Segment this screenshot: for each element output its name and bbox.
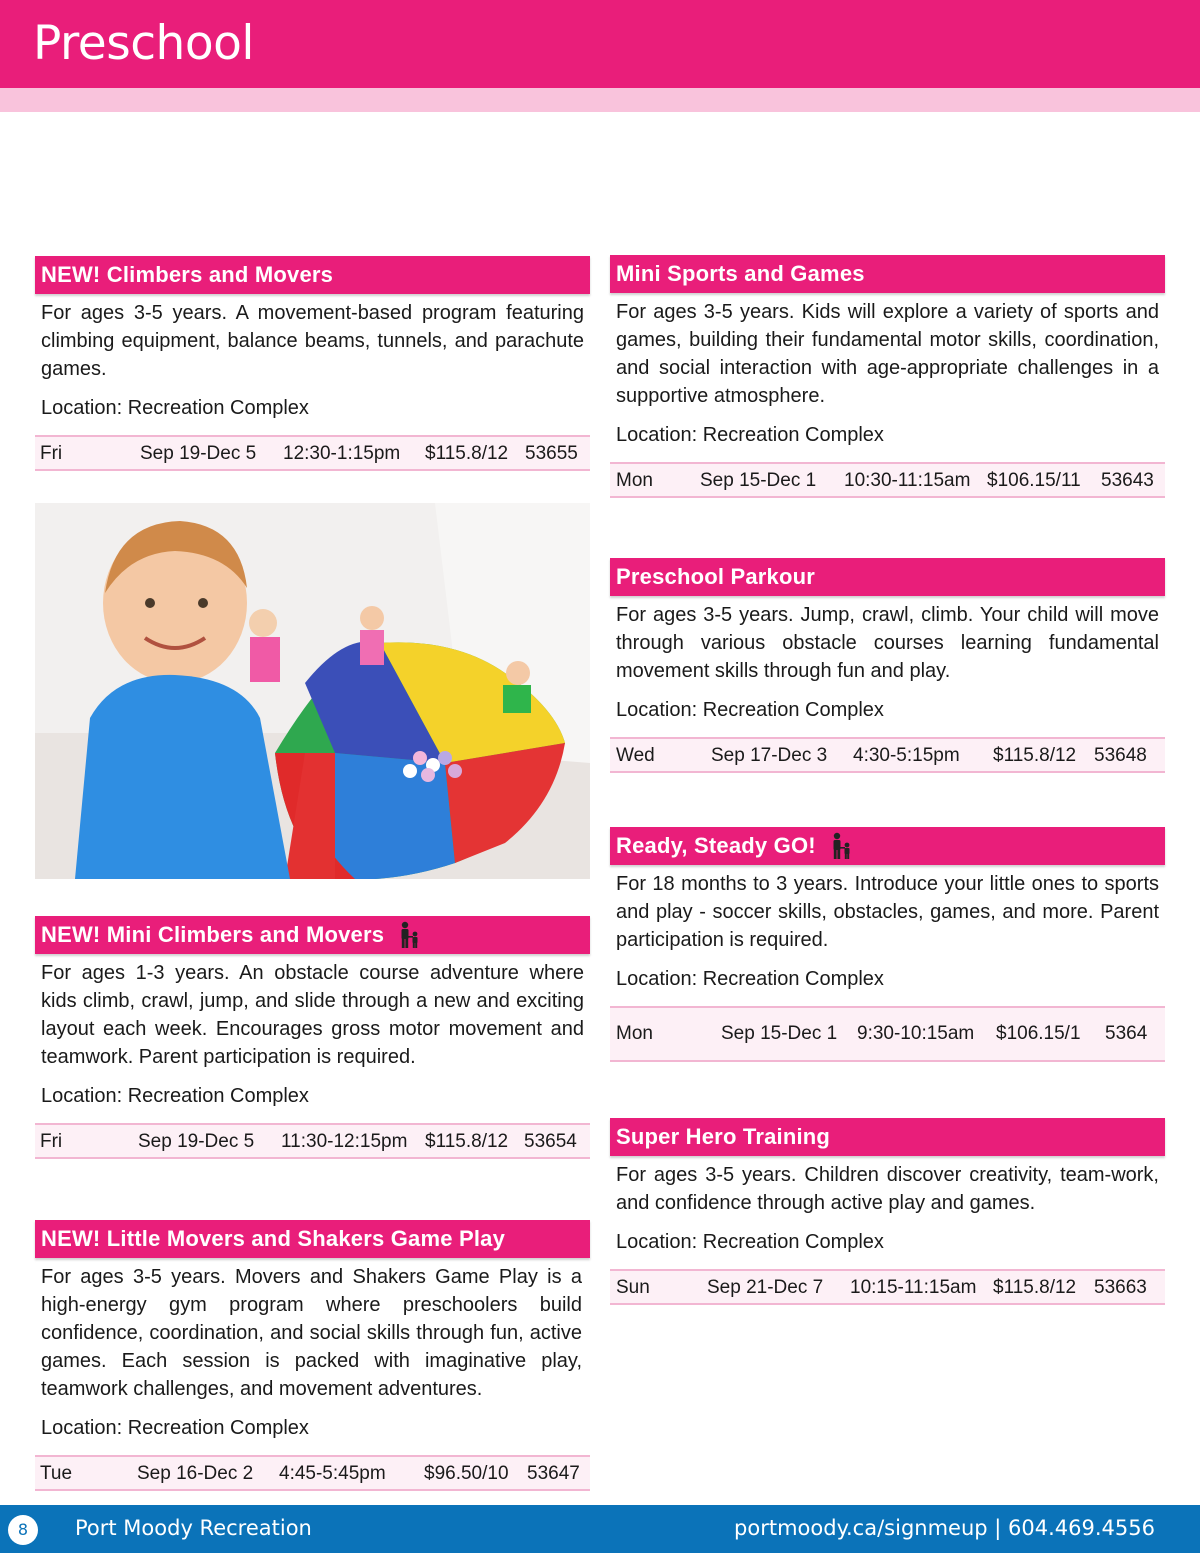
- program-card-mini-climbers-and-movers: [35, 916, 590, 1159]
- schedule-row: [610, 462, 1165, 498]
- program-description: For 18 months to 3 years. Introduce your little ones to sports and play - soccer skills, obstacles, games, and more. Parent participation is required.: [616, 873, 1159, 951]
- schedule-code: 53655: [525, 443, 578, 464]
- program-title: Mini Sports and Games: [616, 261, 865, 286]
- schedule-dates: Sep 15-Dec 1: [700, 470, 817, 491]
- schedule-dates: Sep 19-Dec 5: [140, 443, 257, 464]
- program-title: Super Hero Training: [616, 1124, 831, 1149]
- schedule-time: 10:15-11:15am: [850, 1277, 977, 1298]
- program-header: [35, 1220, 590, 1258]
- schedule-fee: $96.50/10: [424, 1463, 509, 1484]
- schedule-dates: Sep 19-Dec 5: [138, 1131, 255, 1152]
- program-card-mini-sports-and-games: [610, 255, 1165, 498]
- schedule-dates: Sep 15-Dec 1: [721, 1023, 838, 1044]
- program-location: Location: Recreation Complex: [41, 1085, 309, 1107]
- footer-bar: [0, 1505, 1200, 1553]
- children-parachute-photo: [35, 503, 590, 879]
- program-title: NEW! Little Movers and Shakers Game Play: [41, 1226, 506, 1251]
- program-description: For ages 3-5 years. A movement-based program featuring climbing equipment, balance beams, tunnels, and parachute games.: [41, 302, 584, 380]
- schedule-day: Wed: [616, 745, 655, 766]
- program-header: [610, 255, 1165, 293]
- schedule-fee: $115.8/12: [425, 1131, 509, 1152]
- program-title: NEW! Climbers and Movers: [41, 262, 334, 287]
- schedule-row: [35, 1455, 590, 1491]
- schedule-row: [610, 737, 1165, 773]
- program-location: Location: Recreation Complex: [616, 1231, 884, 1253]
- header-strip: [0, 88, 1200, 112]
- schedule-dates: Sep 21-Dec 7: [707, 1277, 824, 1298]
- program-header: [35, 916, 590, 954]
- program-description: For ages 1-3 years. An obstacle course adventure where kids climb, crawl, jump, and slide through a new and exciting layout each week. Encourages gross motor movement and teamwork. Parent participation is required.: [41, 962, 584, 1068]
- program-description: For ages 3-5 years. Jump, crawl, climb. Your child will move through various obstacle courses learning fundamental movement skills through fun and play.: [616, 604, 1159, 682]
- program-card-little-movers-and-shakers: [35, 1220, 590, 1491]
- footer-organization: Port Moody Recreation: [75, 1516, 312, 1540]
- schedule-day: Tue: [40, 1463, 73, 1484]
- schedule-fee: $115.8/12: [993, 1277, 1077, 1298]
- program-location: Location: Recreation Complex: [41, 397, 309, 419]
- program-card-preschool-parkour: [610, 558, 1165, 773]
- program-description: For ages 3-5 years. Kids will explore a variety of sports and games, building their fundamental motor skills, coordination, and social interaction with age-appropriate challenges in a supportive atmosphere.: [616, 301, 1159, 407]
- program-header: [610, 827, 1165, 865]
- program-card-super-hero-training: [610, 1118, 1165, 1305]
- schedule-code: 5364: [1105, 1023, 1148, 1044]
- schedule-code: 53654: [524, 1131, 577, 1152]
- schedule-dates: Sep 17-Dec 3: [711, 745, 828, 766]
- schedule-fee: $106.15/1: [996, 1023, 1081, 1044]
- parent-child-icon: [398, 921, 422, 949]
- schedule-row: [35, 435, 590, 471]
- page-number: 8: [8, 1515, 38, 1545]
- schedule-dates: Sep 16-Dec 2: [137, 1463, 254, 1484]
- schedule-time: 12:30-1:15pm: [283, 443, 401, 464]
- schedule-code: 53648: [1094, 745, 1147, 766]
- schedule-day: Sun: [616, 1277, 650, 1298]
- page-title: Preschool: [33, 16, 254, 71]
- schedule-time: 10:30-11:15am: [844, 470, 971, 491]
- program-title: NEW! Mini Climbers and Movers: [41, 922, 385, 947]
- schedule-day: Fri: [40, 443, 63, 464]
- program-card-ready-steady-go: [610, 827, 1165, 1062]
- parent-child-icon: [830, 832, 854, 860]
- schedule-row: [610, 1269, 1165, 1305]
- schedule-fee: $115.8/12: [425, 443, 509, 464]
- program-location: Location: Recreation Complex: [41, 1417, 309, 1439]
- schedule-code: 53647: [527, 1463, 580, 1484]
- schedule-code: 53663: [1094, 1277, 1147, 1298]
- program-description: For ages 3-5 years. Movers and Shakers Game Play is a high-energy gym program where preschoolers build confidence, coordination, and social skills through fun, active games. Each session is packed with imaginative play, teamwork challenges, and movement adventures.: [41, 1266, 582, 1400]
- schedule-code: 53643: [1101, 470, 1154, 491]
- schedule-row: [35, 1123, 590, 1159]
- schedule-day: Mon: [616, 1023, 653, 1044]
- schedule-time: 4:30-5:15pm: [853, 745, 960, 766]
- program-location: Location: Recreation Complex: [616, 424, 884, 446]
- schedule-fee: $115.8/12: [993, 745, 1077, 766]
- schedule-day: Mon: [616, 470, 653, 491]
- program-description: For ages 3-5 years. Children discover creativity, team-work, and confidence through active play and games.: [616, 1164, 1159, 1214]
- schedule-time: 9:30-10:15am: [857, 1023, 975, 1044]
- program-location: Location: Recreation Complex: [616, 699, 884, 721]
- program-title: Ready, Steady GO!: [616, 833, 816, 858]
- program-header: [610, 558, 1165, 596]
- program-header: [35, 256, 590, 294]
- schedule-time: 4:45-5:45pm: [279, 1463, 386, 1484]
- program-card-climbers-and-movers: [35, 256, 590, 471]
- program-location: Location: Recreation Complex: [616, 968, 884, 990]
- schedule-fee: $106.15/11: [987, 470, 1081, 491]
- schedule-day: Fri: [40, 1131, 63, 1152]
- schedule-row: [610, 1006, 1165, 1062]
- program-header: [610, 1118, 1165, 1156]
- program-title: Preschool Parkour: [616, 564, 816, 589]
- footer-contact-link[interactable]: portmoody.ca/signmeup | 604.469.4556: [734, 1516, 1155, 1540]
- schedule-time: 11:30-12:15pm: [281, 1131, 408, 1152]
- photo-illustration: [35, 503, 590, 879]
